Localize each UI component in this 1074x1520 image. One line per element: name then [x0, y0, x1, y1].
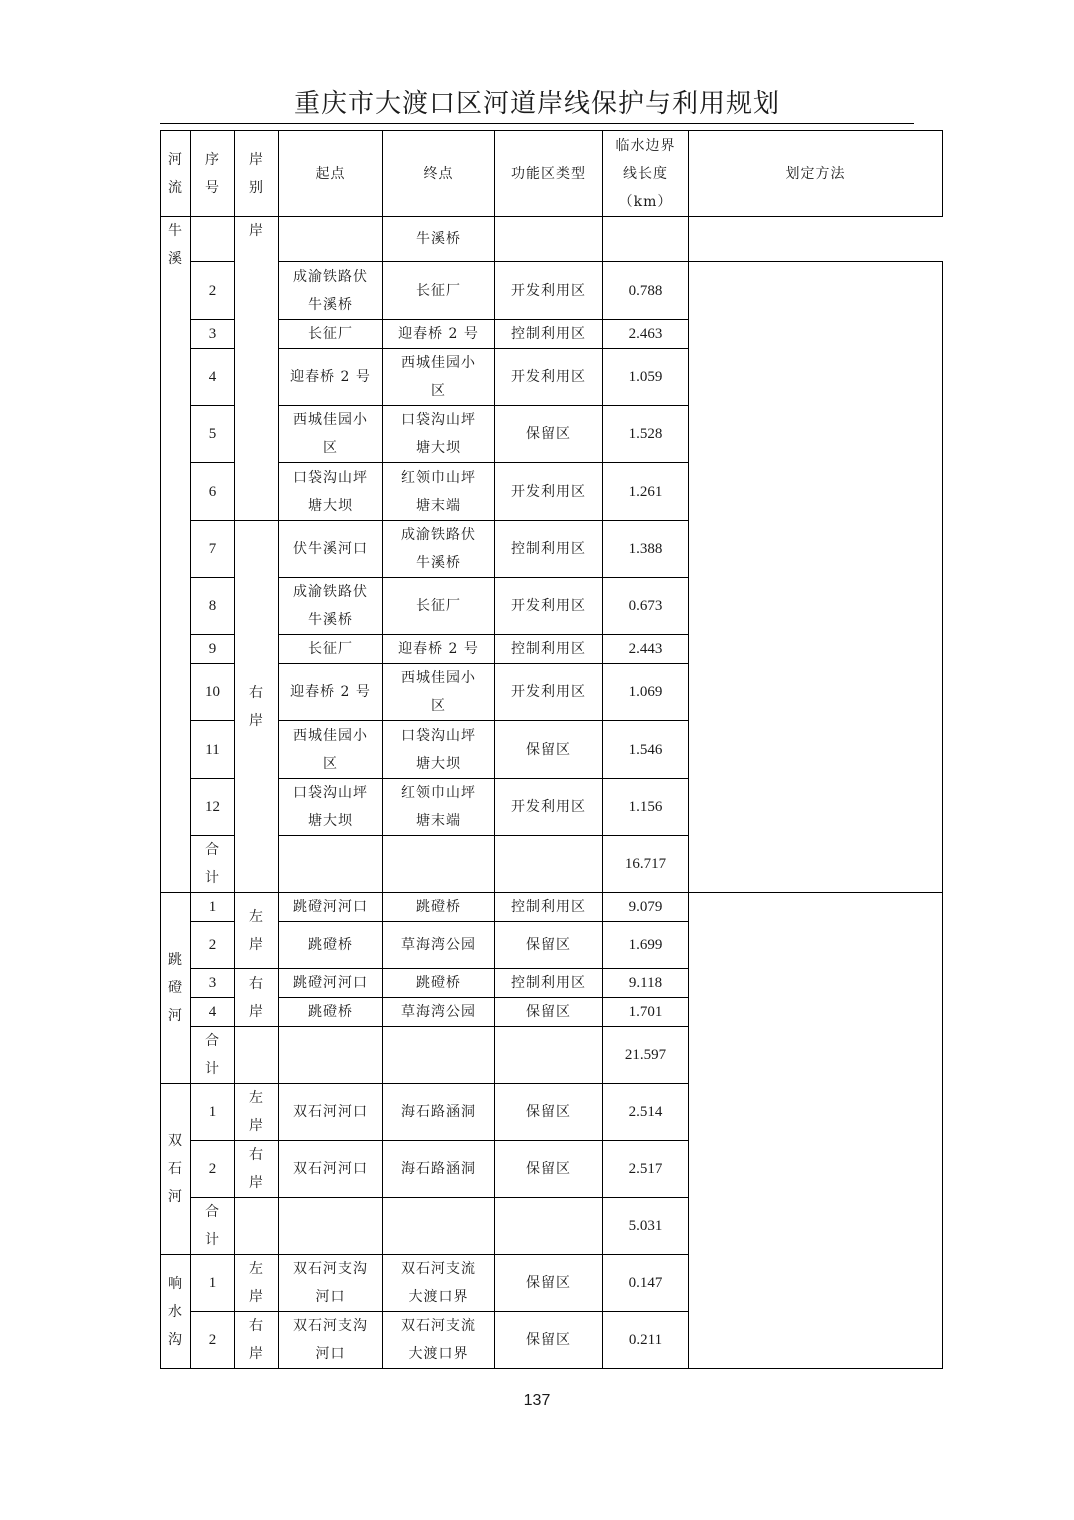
start-point-cell: 双石河河口 — [279, 1084, 383, 1141]
header-method: 划定方法 — [689, 131, 943, 217]
end-point-cell: 西城佳园小 区 — [383, 349, 495, 406]
seq-cell: 2 — [191, 922, 235, 969]
seq-cell: 3 — [191, 320, 235, 349]
seq-cell: 2 — [191, 1312, 235, 1369]
seq-cell: 12 — [191, 779, 235, 836]
table-cell — [383, 1198, 495, 1255]
zone-type-cell: 开发利用区 — [495, 578, 603, 635]
length-cell: 9.118 — [603, 969, 689, 998]
bank-cell: 左 岸 — [235, 1084, 279, 1141]
length-cell: 1.059 — [603, 349, 689, 406]
zone-type-cell: 开发利用区 — [495, 349, 603, 406]
length-cell: 0.673 — [603, 578, 689, 635]
seq-cell — [191, 217, 235, 262]
seq-cell: 7 — [191, 521, 235, 578]
bank-cell: 左 岸 — [235, 1255, 279, 1312]
zone-type-cell: 控制利用区 — [495, 635, 603, 664]
length-cell: 0.788 — [603, 262, 689, 320]
end-point-cell: 长征厂 — [383, 262, 495, 320]
end-point-cell: 跳磴桥 — [383, 969, 495, 998]
seq-cell: 8 — [191, 578, 235, 635]
start-point-cell: 迎春桥 2 号 — [279, 349, 383, 406]
bank-cell: 右 岸 — [235, 1312, 279, 1369]
bank-cell: 右 岸 — [235, 1141, 279, 1198]
header-zone: 功能区类型 — [495, 131, 603, 217]
start-point-cell: 西城佳园小 区 — [279, 721, 383, 779]
seq-cell: 1 — [191, 1255, 235, 1312]
zone-type-cell: 保留区 — [495, 1312, 603, 1369]
table-row — [161, 217, 943, 262]
end-point-cell: 跳磴桥 — [383, 893, 495, 922]
length-cell: 2.443 — [603, 635, 689, 664]
method-cell — [689, 893, 943, 1369]
header-start: 起点 — [279, 131, 383, 217]
table-cell — [495, 1198, 603, 1255]
total-value: 21.597 — [603, 1027, 689, 1084]
total-value: 16.717 — [603, 836, 689, 893]
length-cell: 9.079 — [603, 893, 689, 922]
seq-cell: 6 — [191, 463, 235, 521]
header-river: 河 流 — [161, 131, 191, 217]
zone-type-cell: 保留区 — [495, 922, 603, 969]
shoreline-table — [160, 130, 943, 1369]
start-point-cell: 伏牛溪河口 — [279, 521, 383, 578]
table-cell — [279, 836, 383, 893]
length-cell: 1.261 — [603, 463, 689, 521]
length-cell: 2.517 — [603, 1141, 689, 1198]
zone-type-cell: 控制利用区 — [495, 893, 603, 922]
length-cell: 1.388 — [603, 521, 689, 578]
length-cell: 1.546 — [603, 721, 689, 779]
start-point-cell: 长征厂 — [279, 320, 383, 349]
header-end: 终点 — [383, 131, 495, 217]
zone-type-cell: 保留区 — [495, 406, 603, 463]
total-label: 合 计 — [191, 1027, 235, 1084]
end-point-cell: 红领巾山坪 塘末端 — [383, 779, 495, 836]
header-bank: 岸 别 — [235, 131, 279, 217]
seq-cell: 11 — [191, 721, 235, 779]
start-point-cell: 跳磴桥 — [279, 998, 383, 1027]
bank-left: 岸 — [235, 217, 279, 521]
start-point-cell: 双石河支沟 河口 — [279, 1255, 383, 1312]
bank-right: 右 岸 — [235, 521, 279, 893]
start-point-cell: 跳磴桥 — [279, 922, 383, 969]
end-point-cell: 迎春桥 2 号 — [383, 635, 495, 664]
seq-cell: 2 — [191, 262, 235, 320]
length-cell: 1.528 — [603, 406, 689, 463]
zone-type-cell: 保留区 — [495, 1084, 603, 1141]
zone-type-cell: 开发利用区 — [495, 779, 603, 836]
start-point-cell: 口袋沟山坪 塘大坝 — [279, 779, 383, 836]
seq-cell: 10 — [191, 664, 235, 721]
length-cell: 0.147 — [603, 1255, 689, 1312]
table-cell — [279, 1027, 383, 1084]
seq-cell: 1 — [191, 1084, 235, 1141]
start-point-cell: 跳磴河河口 — [279, 969, 383, 998]
length-cell: 1.156 — [603, 779, 689, 836]
table-cell — [279, 1198, 383, 1255]
start-point-cell: 双石河支沟 河口 — [279, 1312, 383, 1369]
zone-type-cell: 保留区 — [495, 1255, 603, 1312]
end-point-cell: 成渝铁路伏 牛溪桥 — [383, 521, 495, 578]
end-point-cell: 西城佳园小 区 — [383, 664, 495, 721]
table-cell — [495, 836, 603, 893]
zone-type-cell: 开发利用区 — [495, 664, 603, 721]
table-row — [161, 893, 943, 922]
seq-cell: 4 — [191, 349, 235, 406]
zone-type-cell: 保留区 — [495, 998, 603, 1027]
zone-type-cell: 保留区 — [495, 721, 603, 779]
zone-type-cell: 控制利用区 — [495, 320, 603, 349]
end-point-cell: 海石路涵洞 — [383, 1141, 495, 1198]
seq-cell: 1 — [191, 893, 235, 922]
length-cell: 1.699 — [603, 922, 689, 969]
table-cell — [235, 1027, 279, 1084]
end-point-cell: 牛溪桥 — [383, 217, 495, 262]
total-label: 合 计 — [191, 1198, 235, 1255]
start-point-cell: 成渝铁路伏 牛溪桥 — [279, 262, 383, 320]
end-point-cell: 口袋沟山坪 塘大坝 — [383, 406, 495, 463]
start-point-cell: 迎春桥 2 号 — [279, 664, 383, 721]
seq-cell: 9 — [191, 635, 235, 664]
page-title: 重庆市大渡口区河道岸线保护与利用规划 — [293, 89, 780, 119]
start-point-cell: 口袋沟山坪 塘大坝 — [279, 463, 383, 521]
table-cell — [235, 1198, 279, 1255]
end-point-cell: 长征厂 — [383, 578, 495, 635]
river-niuxi: 牛 溪 — [161, 217, 191, 893]
zone-type-cell: 控制利用区 — [495, 969, 603, 998]
zone-type-cell: 开发利用区 — [495, 463, 603, 521]
seq-cell: 4 — [191, 998, 235, 1027]
start-point-cell: 成渝铁路伏 牛溪桥 — [279, 578, 383, 635]
end-point-cell: 迎春桥 2 号 — [383, 320, 495, 349]
start-point-cell — [279, 217, 383, 262]
table-row — [161, 262, 943, 320]
bank-left: 左 岸 — [235, 893, 279, 969]
end-point-cell: 双石河支流 大渡口界 — [383, 1312, 495, 1369]
length-cell: 2.514 — [603, 1084, 689, 1141]
start-point-cell: 西城佳园小 区 — [279, 406, 383, 463]
header-length: 临水边界 线长度 （km） — [603, 131, 689, 217]
length-cell: 0.211 — [603, 1312, 689, 1369]
seq-cell: 3 — [191, 969, 235, 998]
length-cell — [603, 217, 689, 262]
zone-type-cell: 控制利用区 — [495, 521, 603, 578]
page-number: 137 — [523, 1392, 551, 1409]
method-cell — [689, 262, 943, 893]
end-point-cell: 草海湾公园 — [383, 998, 495, 1027]
start-point-cell: 跳磴河河口 — [279, 893, 383, 922]
total-value: 5.031 — [603, 1198, 689, 1255]
zone-type-cell: 开发利用区 — [495, 262, 603, 320]
table-cell — [495, 1027, 603, 1084]
length-cell: 1.701 — [603, 998, 689, 1027]
bank-right: 右 岸 — [235, 969, 279, 1027]
river-xiangshui: 响 水 沟 — [161, 1255, 191, 1369]
total-label: 合 计 — [191, 836, 235, 893]
table-cell — [383, 836, 495, 893]
end-point-cell: 口袋沟山坪 塘大坝 — [383, 721, 495, 779]
seq-cell: 5 — [191, 406, 235, 463]
start-point-cell: 长征厂 — [279, 635, 383, 664]
end-point-cell: 草海湾公园 — [383, 922, 495, 969]
header-rule — [160, 123, 914, 124]
length-cell: 2.463 — [603, 320, 689, 349]
end-point-cell: 海石路涵洞 — [383, 1084, 495, 1141]
table-cell — [383, 1027, 495, 1084]
river-shuangshi: 双 石 河 — [161, 1084, 191, 1255]
zone-type-cell: 保留区 — [495, 1141, 603, 1198]
start-point-cell: 双石河河口 — [279, 1141, 383, 1198]
header-row — [161, 131, 943, 217]
seq-cell: 2 — [191, 1141, 235, 1198]
end-point-cell: 红领巾山坪 塘末端 — [383, 463, 495, 521]
zone-type-cell — [495, 217, 603, 262]
end-point-cell: 双石河支流 大渡口界 — [383, 1255, 495, 1312]
river-tiaodeng: 跳 磴 河 — [161, 893, 191, 1084]
length-cell: 1.069 — [603, 664, 689, 721]
header-seq: 序 号 — [191, 131, 235, 217]
